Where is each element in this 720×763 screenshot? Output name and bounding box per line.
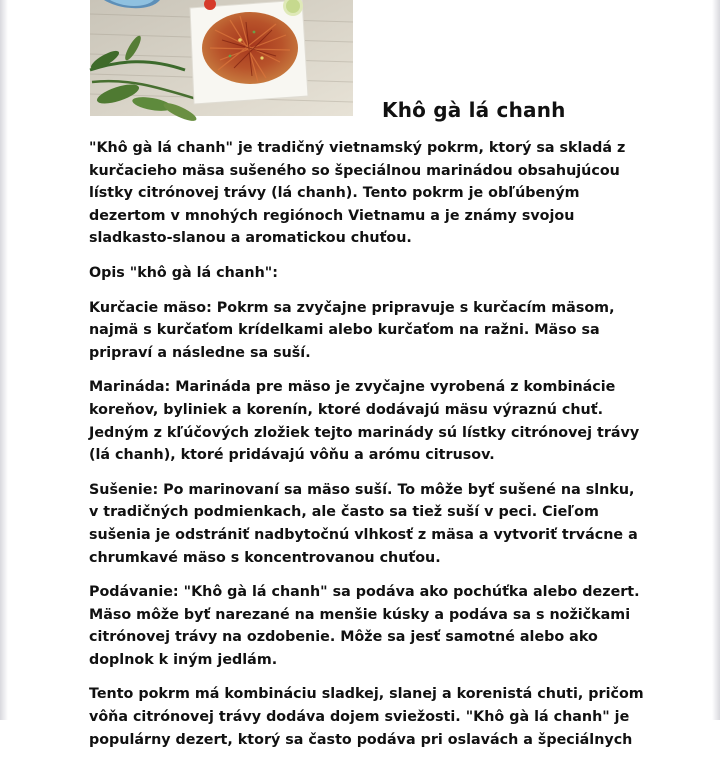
- paragraph-heading-description: [89, 262, 649, 285]
- article-body: [89, 137, 649, 763]
- paragraph-intro: [89, 137, 649, 250]
- text-line: sušenia je odstrániť nadbytočnú vlhkosť z mäsa a vytvoriť trvácne a: [89, 526, 638, 543]
- text-line: Marináda: Marináda pre mäso je zvyčajne vyrobená z kombinácie: [89, 379, 616, 396]
- dish-photo: [90, 0, 353, 116]
- text-line: pripraví a následne sa suší.: [89, 344, 311, 361]
- text-line: najmä s kurčaťom krídelkami alebo kurčaťom na ražni. Mäso sa: [89, 322, 600, 339]
- text-line: kurčacieho mäsa sušeného so špeciálnou marinádou obsahujúcou: [89, 162, 620, 179]
- text-line: doplnok k iným jedlám.: [89, 651, 278, 668]
- paragraph-chicken-meat: [89, 297, 649, 365]
- paragraph-serving: [89, 581, 649, 671]
- text-line: dezertom v mnohých regiónoch Vietnamu a je známy svojou: [89, 207, 575, 224]
- text-line: Podávanie: "Khô gà lá chanh" sa podáva ako pochúťka alebo dezert.: [89, 584, 640, 601]
- text-line: lístky citrónovej trávy (lá chanh). Tento pokrm je obľúbeným: [89, 185, 580, 202]
- text-line: Sušenie: Po marinovaní sa mäso suší. To môže byť sušené na slnku,: [89, 481, 635, 498]
- text-line: koreňov, byliniek a korenín, ktoré dodávajú mäsu výraznú chuť.: [89, 401, 604, 418]
- paragraph-drying: [89, 479, 649, 569]
- text-line: Jedným z kľúčových zložiek tejto marinády sú lístky citrónovej trávy: [89, 424, 640, 441]
- text-line: sladkasto-slanou a aromatickou chuťou.: [89, 230, 412, 247]
- text-line: citrónovej trávy na ozdobenie. Môže sa jesť samotné alebo ako: [89, 629, 598, 646]
- text-line: Kurčacie mäso: Pokrm sa zvyčajne pripravuje s kurčacím mäsom,: [89, 299, 615, 316]
- text-line: Opis "khô gà lá chanh":: [89, 264, 278, 281]
- text-line: Mäso môže byť narezané na menšie kúsky a podáva sa s nožičkami: [89, 606, 631, 623]
- paragraph-marinade: [89, 376, 649, 466]
- page-edge-right: [712, 0, 720, 720]
- dish-photo-icon: [90, 0, 353, 116]
- document-title: Khô gà lá chanh: [382, 98, 566, 122]
- page-edge-left: [0, 0, 8, 720]
- text-line: chrumkavé mäso s koncentrovanou chuťou.: [89, 549, 441, 566]
- text-line: (lá chanh), ktoré pridávajú vôňu a arómu citrusov.: [89, 447, 495, 464]
- text-line: v tradičných podmienkach, ale často sa tiež suší v peci. Cieľom: [89, 504, 599, 521]
- text-line: "Khô gà lá chanh" je tradičný vietnamský pokrm, ktorý sa skladá z: [89, 140, 626, 156]
- text-line: populárny dezert, ktorý sa často podáva pri oslavách a špeciálnych: [89, 731, 633, 748]
- text-line: Tento pokrm má kombináciu sladkej, slanej a korenistá chuti, pričom: [89, 686, 644, 703]
- paragraph-summary: [89, 683, 649, 751]
- text-line: vôňa citrónovej trávy dodáva dojem sviežosti. "Khô gà lá chanh" je: [89, 709, 630, 726]
